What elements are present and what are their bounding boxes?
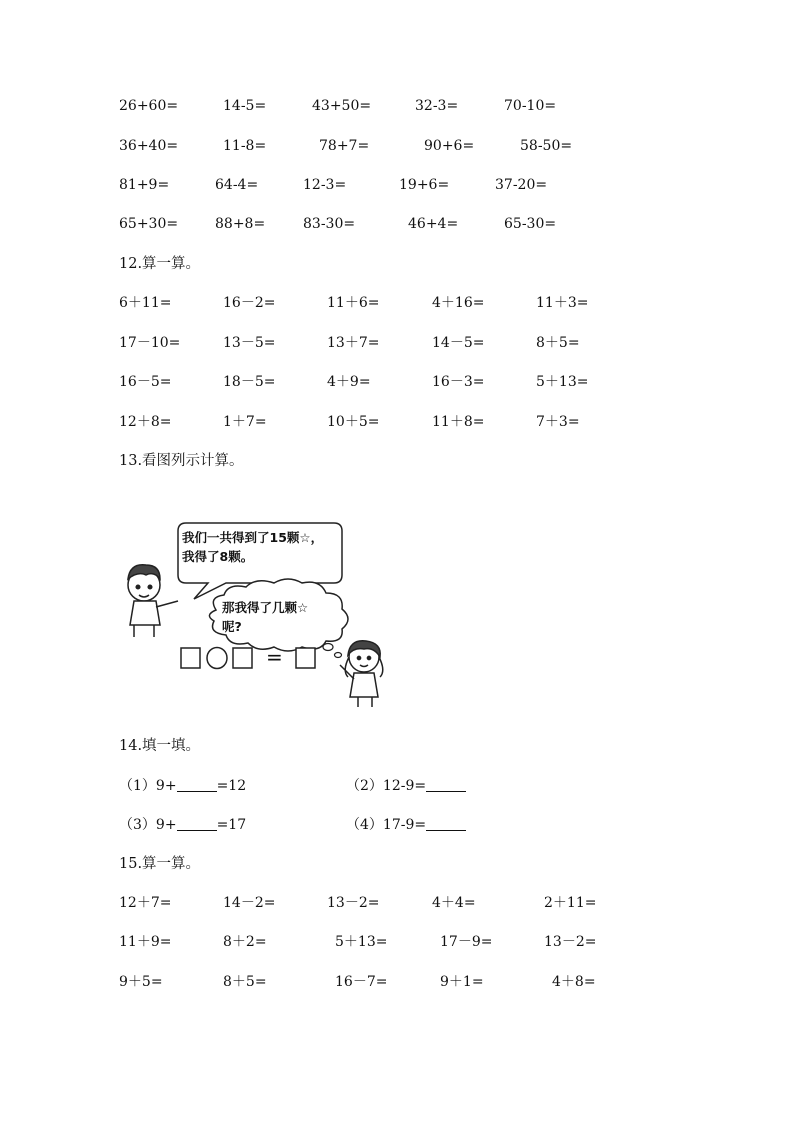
problem: 36+40= xyxy=(119,138,179,154)
problem: 14-5= xyxy=(223,98,267,114)
problem: 18－5= xyxy=(223,374,276,390)
problem: 12＋7= xyxy=(119,895,172,911)
item-number: （4） xyxy=(346,817,383,833)
problem: 17－10= xyxy=(119,335,181,351)
problem: 90+6= xyxy=(424,138,475,154)
boy-figure xyxy=(128,565,178,637)
problem: 10＋5= xyxy=(327,414,380,430)
bubble-girl-line-1: 那我得了几颗☆ xyxy=(222,600,309,615)
problem: 11＋3= xyxy=(536,295,589,311)
girl-figure xyxy=(340,641,383,707)
problem: 16－5= xyxy=(119,374,172,390)
problem: 14－5= xyxy=(432,335,485,351)
problem: 5＋13= xyxy=(536,374,589,390)
fill-blank-item-1 xyxy=(119,777,246,795)
problem: 8＋5= xyxy=(536,335,580,351)
problem: 7＋3= xyxy=(536,414,580,430)
problem: 1＋7= xyxy=(223,414,267,430)
problem: 11＋6= xyxy=(327,295,380,311)
problem: 65-30= xyxy=(504,216,557,232)
problem: 9＋5= xyxy=(119,974,163,990)
item-number: （1） xyxy=(119,778,156,794)
problem: 43+50= xyxy=(312,98,372,114)
problem: 16－7= xyxy=(335,974,388,990)
fill-blank-item-2 xyxy=(346,777,466,795)
item-result: =17 xyxy=(216,817,247,833)
problem: 4＋9= xyxy=(327,374,371,390)
answer-box-1 xyxy=(181,648,200,668)
item-expression: 9+ xyxy=(155,817,177,833)
problem: 14－2= xyxy=(223,895,276,911)
problem: 88+8= xyxy=(215,216,266,232)
problem: 13－2= xyxy=(544,934,597,950)
item-expression: 12-9= xyxy=(382,778,427,794)
problem: 8＋5= xyxy=(223,974,267,990)
item-expression: 9+ xyxy=(155,778,177,794)
problem: 65+30= xyxy=(119,216,179,232)
problem: 81+9= xyxy=(119,177,170,193)
problem: 6＋11= xyxy=(119,295,172,311)
bubble-boy-line-2: 我得了8颗。 xyxy=(182,549,254,564)
problem: 9＋1= xyxy=(440,974,484,990)
answer-blank[interactable] xyxy=(426,777,466,792)
problem: 58-50= xyxy=(520,138,573,154)
problem: 26+60= xyxy=(119,98,179,114)
problem: 19+6= xyxy=(399,177,450,193)
item-result: =12 xyxy=(216,778,247,794)
problem: 8＋2= xyxy=(223,934,267,950)
item-number: （3） xyxy=(119,817,156,833)
problem: 5＋13= xyxy=(335,934,388,950)
problem: 64-4= xyxy=(215,177,259,193)
question-12-title: 12.算一算。 xyxy=(119,256,201,272)
problem: 12＋8= xyxy=(119,414,172,430)
problem: 4＋4= xyxy=(432,895,476,911)
question-14-title: 14.填一填。 xyxy=(119,738,201,754)
problem: 11-8= xyxy=(223,138,267,154)
fill-blank-item-4 xyxy=(346,816,466,834)
fill-blank-item-3 xyxy=(119,816,246,834)
item-number: （2） xyxy=(346,778,383,794)
problem: 13－2= xyxy=(327,895,380,911)
problem: 70-10= xyxy=(504,98,557,114)
problem: 16－2= xyxy=(223,295,276,311)
problem: 13－5= xyxy=(223,335,276,351)
question-15-title: 15.算一算。 xyxy=(119,856,201,872)
item-expression: 17-9= xyxy=(382,817,427,833)
problem: 4＋16= xyxy=(432,295,485,311)
problem: 17－9= xyxy=(440,934,493,950)
bubble-boy-line-1: 我们一共得到了15颗☆， xyxy=(182,530,324,545)
problem: 11＋9= xyxy=(119,934,172,950)
problem: 32-3= xyxy=(415,98,459,114)
problem: 11＋8= xyxy=(432,414,485,430)
problem: 16－3= xyxy=(432,374,485,390)
problem: 12-3= xyxy=(303,177,347,193)
question-13-title: 13.看图列示计算。 xyxy=(119,453,244,469)
operator-circle xyxy=(207,648,227,669)
answer-box-2 xyxy=(233,648,252,668)
bubble-girl-line-2: 呢? xyxy=(222,619,242,634)
answer-blank[interactable] xyxy=(177,816,217,831)
problem: 13＋7= xyxy=(327,335,380,351)
problem: 46+4= xyxy=(408,216,459,232)
problem: 78+7= xyxy=(319,138,370,154)
equation-equals-sign: = xyxy=(266,645,283,669)
answer-blank[interactable] xyxy=(177,777,217,792)
problem: 4＋8= xyxy=(552,974,596,990)
problem: 37-20= xyxy=(495,177,548,193)
answer-box-3 xyxy=(296,648,315,668)
answer-blank[interactable] xyxy=(426,816,466,831)
problem: 83-30= xyxy=(303,216,356,232)
question-13-illustration xyxy=(116,515,406,715)
problem: 2＋11= xyxy=(544,895,597,911)
